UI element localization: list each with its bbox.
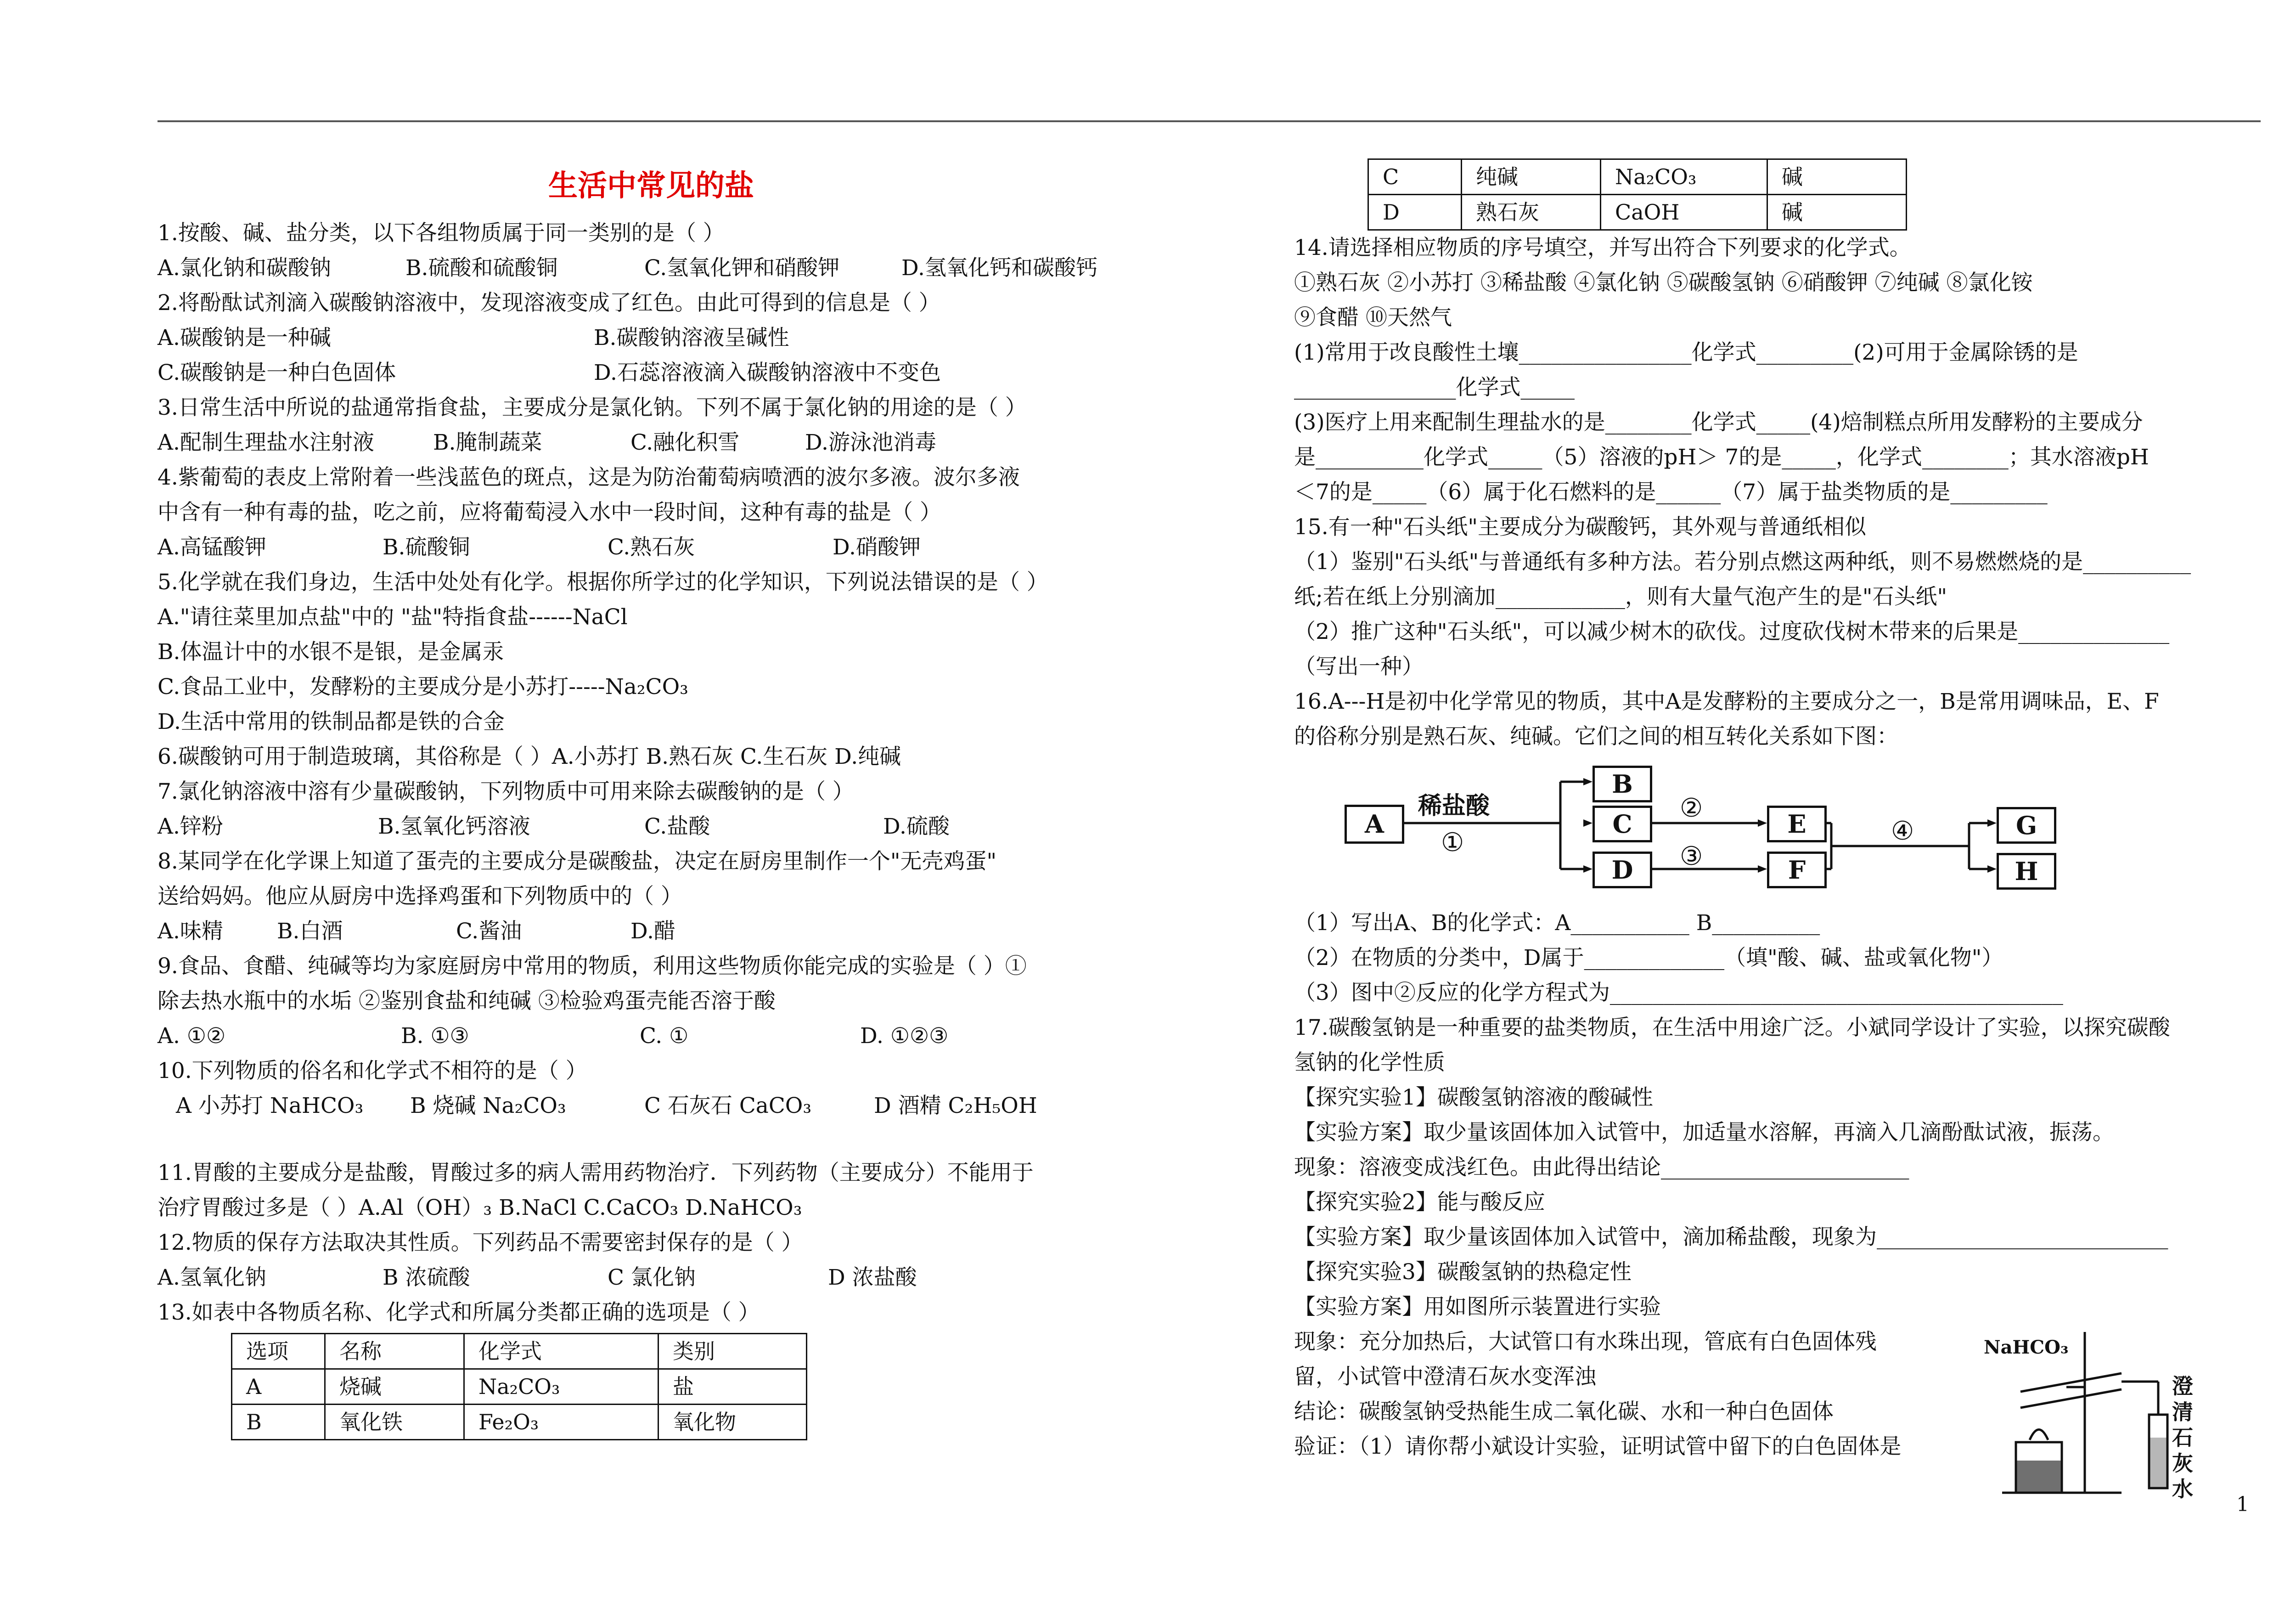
q10-option-d: D 酒精 C₂H₅OH <box>874 1093 1037 1118</box>
question-3: 3.日常生活中所说的盐通常指食盐，主要成分是氯化钠。下列不属于氯化钠的用途的是（ ） <box>158 395 1027 420</box>
q1-option-d: D.氢氧化钙和碳酸钙 <box>901 255 1097 281</box>
table-header-row <box>232 1334 807 1369</box>
box-c: C <box>1593 806 1652 842</box>
q17-exp3-phenomenon-2: 留，小试管中澄清石灰水变浑浊 <box>1294 1364 1596 1389</box>
q9-option-d: D. ①②③ <box>860 1023 949 1049</box>
q2-option-c: C.碳酸钠是一种白色固体 <box>158 360 396 385</box>
q17-exp1-result: 现象：溶液变成浅红色。由此得出结论_______________________ <box>1294 1155 1909 1180</box>
question-17-line1: 17.碳酸氢钠是一种重要的盐类物质，在生活中用途广泛。小斌同学设计了实验，以探究碳酸 <box>1294 1015 2170 1040</box>
q7-options <box>158 809 1145 844</box>
box-f: F <box>1767 852 1827 888</box>
q14-part1: (1)常用于改良酸性土壤________________化学式_________(2)可用于金属除锈的是 <box>1294 340 2078 365</box>
q17-exp3-plan: 【实验方案】用如图所示装置进行实验 <box>1294 1294 1661 1320</box>
q12-option-c: C 氯化钠 <box>608 1265 696 1290</box>
q17-exp3-conclusion: 结论：碳酸氢钠受热能生成二氧化碳、水和一种白色固体 <box>1294 1399 1834 1424</box>
question-4-line2: 中含有一种有毒的盐，吃之前，应将葡萄浸入水中一段时间，这种有毒的盐是（ ） <box>158 500 941 525</box>
reaction-diagram <box>1294 763 2258 901</box>
q14-substances-1: ①熟石灰 ②小苏打 ③稀盐酸 ④氯化钠 ⑤碳酸氢钠 ⑥硝酸钾 ⑦纯碱 ⑧氯化铵 <box>1294 270 2033 295</box>
box-b: B <box>1593 766 1652 802</box>
q8-option-b: B.白酒 <box>277 919 343 944</box>
table-header-cell: 名称 <box>325 1334 464 1369</box>
q5-option-a: A."请往菜里加点盐"中的 "盐"特指食盐------NaCl <box>158 604 628 630</box>
q14-part1b: _______________化学式_____ <box>1294 375 1575 400</box>
q14-part4: 是__________化学式_____（5）溶液的pH＞ 7的是_____，化学式________；其水溶液pH <box>1294 445 2149 470</box>
table-cell: Na₂CO₃ <box>1601 159 1767 195</box>
question-8-line2: 送给妈妈。他应从厨房中选择鸡蛋和下列物质中的（ ） <box>158 884 682 909</box>
question-8-line1: 8.某同学在化学课上知道了蛋壳的主要成分是碳酸盐，决定在厨房里制作一个"无壳鸡蛋" <box>158 849 997 874</box>
question-11-line2: 治疗胃酸过多是（ ）A.Al（OH）₃ B.NaCl C.CaCO₃ D.NaHCO₃ <box>158 1195 802 1220</box>
q1-option-a: A.氯化钠和碳酸钠 <box>158 255 331 281</box>
q17-exp3: 【探究实验3】碳酸氢钠的热稳定性 <box>1294 1259 1632 1285</box>
q17-verification: 验证：（1）请你帮小斌设计实验，证明试管中留下的白色固体是 <box>1294 1434 1902 1459</box>
q12-options <box>158 1260 1145 1295</box>
q17-exp3-phenomenon-1: 现象：充分加热后，大试管口有水珠出现，管底有白色固体残 <box>1294 1329 1877 1354</box>
left-column <box>158 152 1145 1440</box>
question-9-line1: 9.食品、食醋、纯碱等均为家庭厨房中常用的物质，利用这些物质你能完成的实验是（ ）① <box>158 954 1027 979</box>
q13-table-part1 <box>231 1333 807 1440</box>
q16-part2: （2）在物质的分类中，D属于_____________（填"酸、碱、盐或氧化物"） <box>1294 945 2003 970</box>
q15-part2b: （写出一种） <box>1294 654 1424 679</box>
table-cell: Fe₂O₃ <box>464 1405 658 1440</box>
box-h: H <box>1997 853 2056 890</box>
q5-option-b: B.体温计中的水银不是银，是金属汞 <box>158 639 504 665</box>
table-cell: CaOH <box>1601 195 1767 230</box>
q12-option-a: A.氢氧化钠 <box>158 1265 266 1290</box>
table-cell: C <box>1368 159 1462 195</box>
q9-option-c: C. ① <box>640 1023 689 1049</box>
q8-option-c: C.酱油 <box>456 919 522 944</box>
q15-part2: （2）推广这种"石头纸"，可以减少树木的砍伐。过度砍伐树木带来的后果是______________ <box>1294 619 2170 644</box>
table-row <box>1368 195 1907 230</box>
q10-option-c: C 石灰石 CaCO₃ <box>644 1093 812 1118</box>
q1-option-b: B.硫酸和硫酸铜 <box>405 255 558 281</box>
q10-option-b: B 烧碱 Na₂CO₃ <box>410 1093 566 1118</box>
header-rule <box>158 120 2261 122</box>
question-7: 7.氯化钠溶液中溶有少量碳酸钠，下列物质中可用来除去碳酸钠的是（ ） <box>158 779 854 804</box>
label-dilute-hcl: 稀盐酸 <box>1418 792 1490 820</box>
q9-options <box>158 1019 1145 1054</box>
q3-options <box>158 425 1145 460</box>
q2-option-d: D.石蕊溶液滴入碳酸钠溶液中不变色 <box>594 360 941 385</box>
table-row <box>232 1405 807 1440</box>
q1-option-c: C.氢氧化钾和硝酸钾 <box>644 255 840 281</box>
table-cell: B <box>232 1405 325 1440</box>
table-header-cell: 类别 <box>658 1334 807 1369</box>
label-reaction-3: ③ <box>1680 841 1703 871</box>
q1-options <box>158 251 1145 286</box>
question-5: 5.化学就在我们身边，生活中处处有化学。根据你所学过的化学知识，下列说法错误的是（ ） <box>158 570 1048 595</box>
table-cell: 纯碱 <box>1462 159 1601 195</box>
q4-options <box>158 530 1145 565</box>
q14-substances-2: ⑨食醋 ⑩天然气 <box>1294 305 1452 330</box>
question-15: 15.有一种"石头纸"主要成分为碳酸钙，其外观与普通纸相似 <box>1294 514 1866 540</box>
q4-option-c: C.熟石灰 <box>608 535 695 560</box>
table-cell: Na₂CO₃ <box>464 1369 658 1405</box>
q2-options-row1 <box>158 321 1145 355</box>
q3-option-b: B.腌制蔬菜 <box>433 430 542 455</box>
q4-option-a: A.高锰酸钾 <box>158 535 266 560</box>
table-row <box>1368 159 1907 195</box>
q2-options-row2 <box>158 355 1145 390</box>
q17-exp1-plan: 【实验方案】取少量该固体加入试管中，加适量水溶解，再滴入几滴酚酞试液，振荡。 <box>1294 1120 2114 1145</box>
label-reaction-4: ④ <box>1891 816 1914 846</box>
question-16-line2: 的俗称分别是熟石灰、纯碱。它们之间的相互转化关系如下图： <box>1294 724 1898 749</box>
page-number: 1 <box>2236 1493 2249 1516</box>
box-g: G <box>1997 807 2056 844</box>
question-11-line1: 11.胃酸的主要成分是盐酸，胃酸过多的病人需用药物治疗．下列药物（主要成分）不能用于 <box>158 1160 1034 1185</box>
q12-option-b: B 浓硫酸 <box>383 1265 470 1290</box>
page-title: 生活中常见的盐 <box>548 169 754 203</box>
q15-part1: （1）鉴别"石头纸"与普通纸有多种方法。若分别点燃这两种纸，则不易燃燃烧的是__________ <box>1294 549 2191 575</box>
box-e: E <box>1767 806 1827 842</box>
question-14: 14.请选择相应物质的序号填空，并写出符合下列要求的化学式。 <box>1294 235 1911 260</box>
q16-part3: （3）图中②反应的化学方程式为__________________________________________ <box>1294 980 2063 1005</box>
q9-option-b: B. ①③ <box>401 1023 469 1049</box>
q10-options <box>158 1089 1145 1123</box>
q8-option-d: D.醋 <box>630 919 675 944</box>
q14-part5: ＜7的是_____（6）属于化石燃料的是______（7）属于盐类物质的是_________ <box>1294 480 2048 505</box>
q14-part3: (3)医疗上用来配制生理盐水的是________化学式_____(4)焙制糕点所用发酵粉的主要成分 <box>1294 410 2143 435</box>
table-cell: 烧碱 <box>325 1369 464 1405</box>
question-9-line2: 除去热水瓶中的水垢 ②鉴别食盐和纯碱 ③检验鸡蛋壳能否溶于酸 <box>158 988 776 1014</box>
table-cell: D <box>1368 195 1462 230</box>
question-2: 2.将酚酞试剂滴入碳酸钠溶液中，发现溶液变成了红色。由此可得到的信息是（ ） <box>158 290 940 316</box>
box-d: D <box>1593 852 1652 888</box>
heating-apparatus <box>1984 1323 2195 1516</box>
table-cell: A <box>232 1369 325 1405</box>
label-reaction-1: ① <box>1441 828 1464 858</box>
q3-option-d: D.游泳池消毒 <box>805 430 936 455</box>
q8-option-a: A.味精 <box>158 919 223 944</box>
question-4-line1: 4.紫葡萄的表皮上常附着一些浅蓝色的斑点，这是为防治葡萄病喷洒的波尔多液。波尔多液 <box>158 465 1020 490</box>
q10-option-a: A 小苏打 NaHCO₃ <box>176 1093 364 1118</box>
label-reaction-2: ② <box>1680 793 1703 823</box>
q4-option-b: B.硫酸铜 <box>383 535 470 560</box>
q7-option-d: D.硫酸 <box>883 814 950 839</box>
q8-options <box>158 914 1145 949</box>
q7-option-a: A.锌粉 <box>158 814 223 839</box>
q3-option-c: C.融化积雪 <box>630 430 740 455</box>
q3-option-a: A.配制生理盐水注射液 <box>158 430 374 455</box>
q5-option-d: D.生活中常用的铁制品都是铁的合金 <box>158 709 505 734</box>
table-cell: 熟石灰 <box>1462 195 1601 230</box>
q17-exp1: 【探究实验1】碳酸氢钠溶液的酸碱性 <box>1294 1085 1653 1110</box>
question-10: 10.下列物质的俗名和化学式不相符的是（ ） <box>158 1058 587 1083</box>
q2-option-b: B.碳酸钠溶液呈碱性 <box>594 325 789 350</box>
q2-option-a: A.碳酸钠是一种碱 <box>158 325 331 350</box>
table-header-cell: 选项 <box>232 1334 325 1369</box>
box-a: A <box>1345 805 1404 844</box>
question-13: 13.如表中各物质名称、化学式和所属分类都正确的选项是（ ） <box>158 1300 760 1325</box>
label-nahco3: NaHCO₃ <box>1984 1337 2069 1358</box>
table-cell: 碱 <box>1767 159 1907 195</box>
q17-exp2: 【探究实验2】能与酸反应 <box>1294 1190 1545 1215</box>
table-header-cell: 化学式 <box>464 1334 658 1369</box>
q5-option-c: C.食品工业中，发酵粉的主要成分是小苏打-----Na₂CO₃ <box>158 674 688 700</box>
question-17-line2: 氢钠的化学性质 <box>1294 1050 1445 1075</box>
question-6: 6.碳酸钠可用于制造玻璃，其俗称是（ ）A.小苏打 B.熟石灰 C.生石灰 D.纯碱 <box>158 744 901 769</box>
table-cell: 氧化物 <box>658 1405 807 1440</box>
table-cell: 氧化铁 <box>325 1405 464 1440</box>
q12-option-d: D 浓盐酸 <box>828 1265 917 1290</box>
q7-option-c: C.盐酸 <box>644 814 710 839</box>
q7-option-b: B.氢氧化钙溶液 <box>378 814 530 839</box>
q17-exp2-plan: 【实验方案】取少量该固体加入试管中，滴加稀盐酸，现象为___________________________ <box>1294 1224 2168 1250</box>
q9-option-a: A. ①② <box>158 1023 226 1049</box>
table-row <box>232 1369 807 1405</box>
q15-part1b: 纸;若在纸上分别滴加____________，则有大量气泡产生的是"石头纸" <box>1294 584 1947 609</box>
question-1: 1.按酸、碱、盐分类，以下各组物质属于同一类别的是（ ） <box>158 220 725 246</box>
table-cell: 盐 <box>658 1369 807 1405</box>
q16-part1: （1）写出A、B的化学式：A___________ B__________ <box>1294 910 1820 936</box>
question-16-line1: 16.A---H是初中化学常见的物质，其中A是发酵粉的主要成分之一，B是常用调味品，E、F <box>1294 689 2159 714</box>
q10-dot-row <box>158 1123 1145 1156</box>
right-column <box>1294 158 2258 1464</box>
q4-option-d: D.硝酸钾 <box>833 535 921 560</box>
table-cell: 碱 <box>1767 195 1907 230</box>
q13-table-part2 <box>1367 158 1907 231</box>
question-12: 12.物质的保存方法取决其性质。下列药品不需要密封保存的是（ ） <box>158 1230 803 1255</box>
label-limewater: 澄清石灰水 <box>2172 1374 2193 1501</box>
